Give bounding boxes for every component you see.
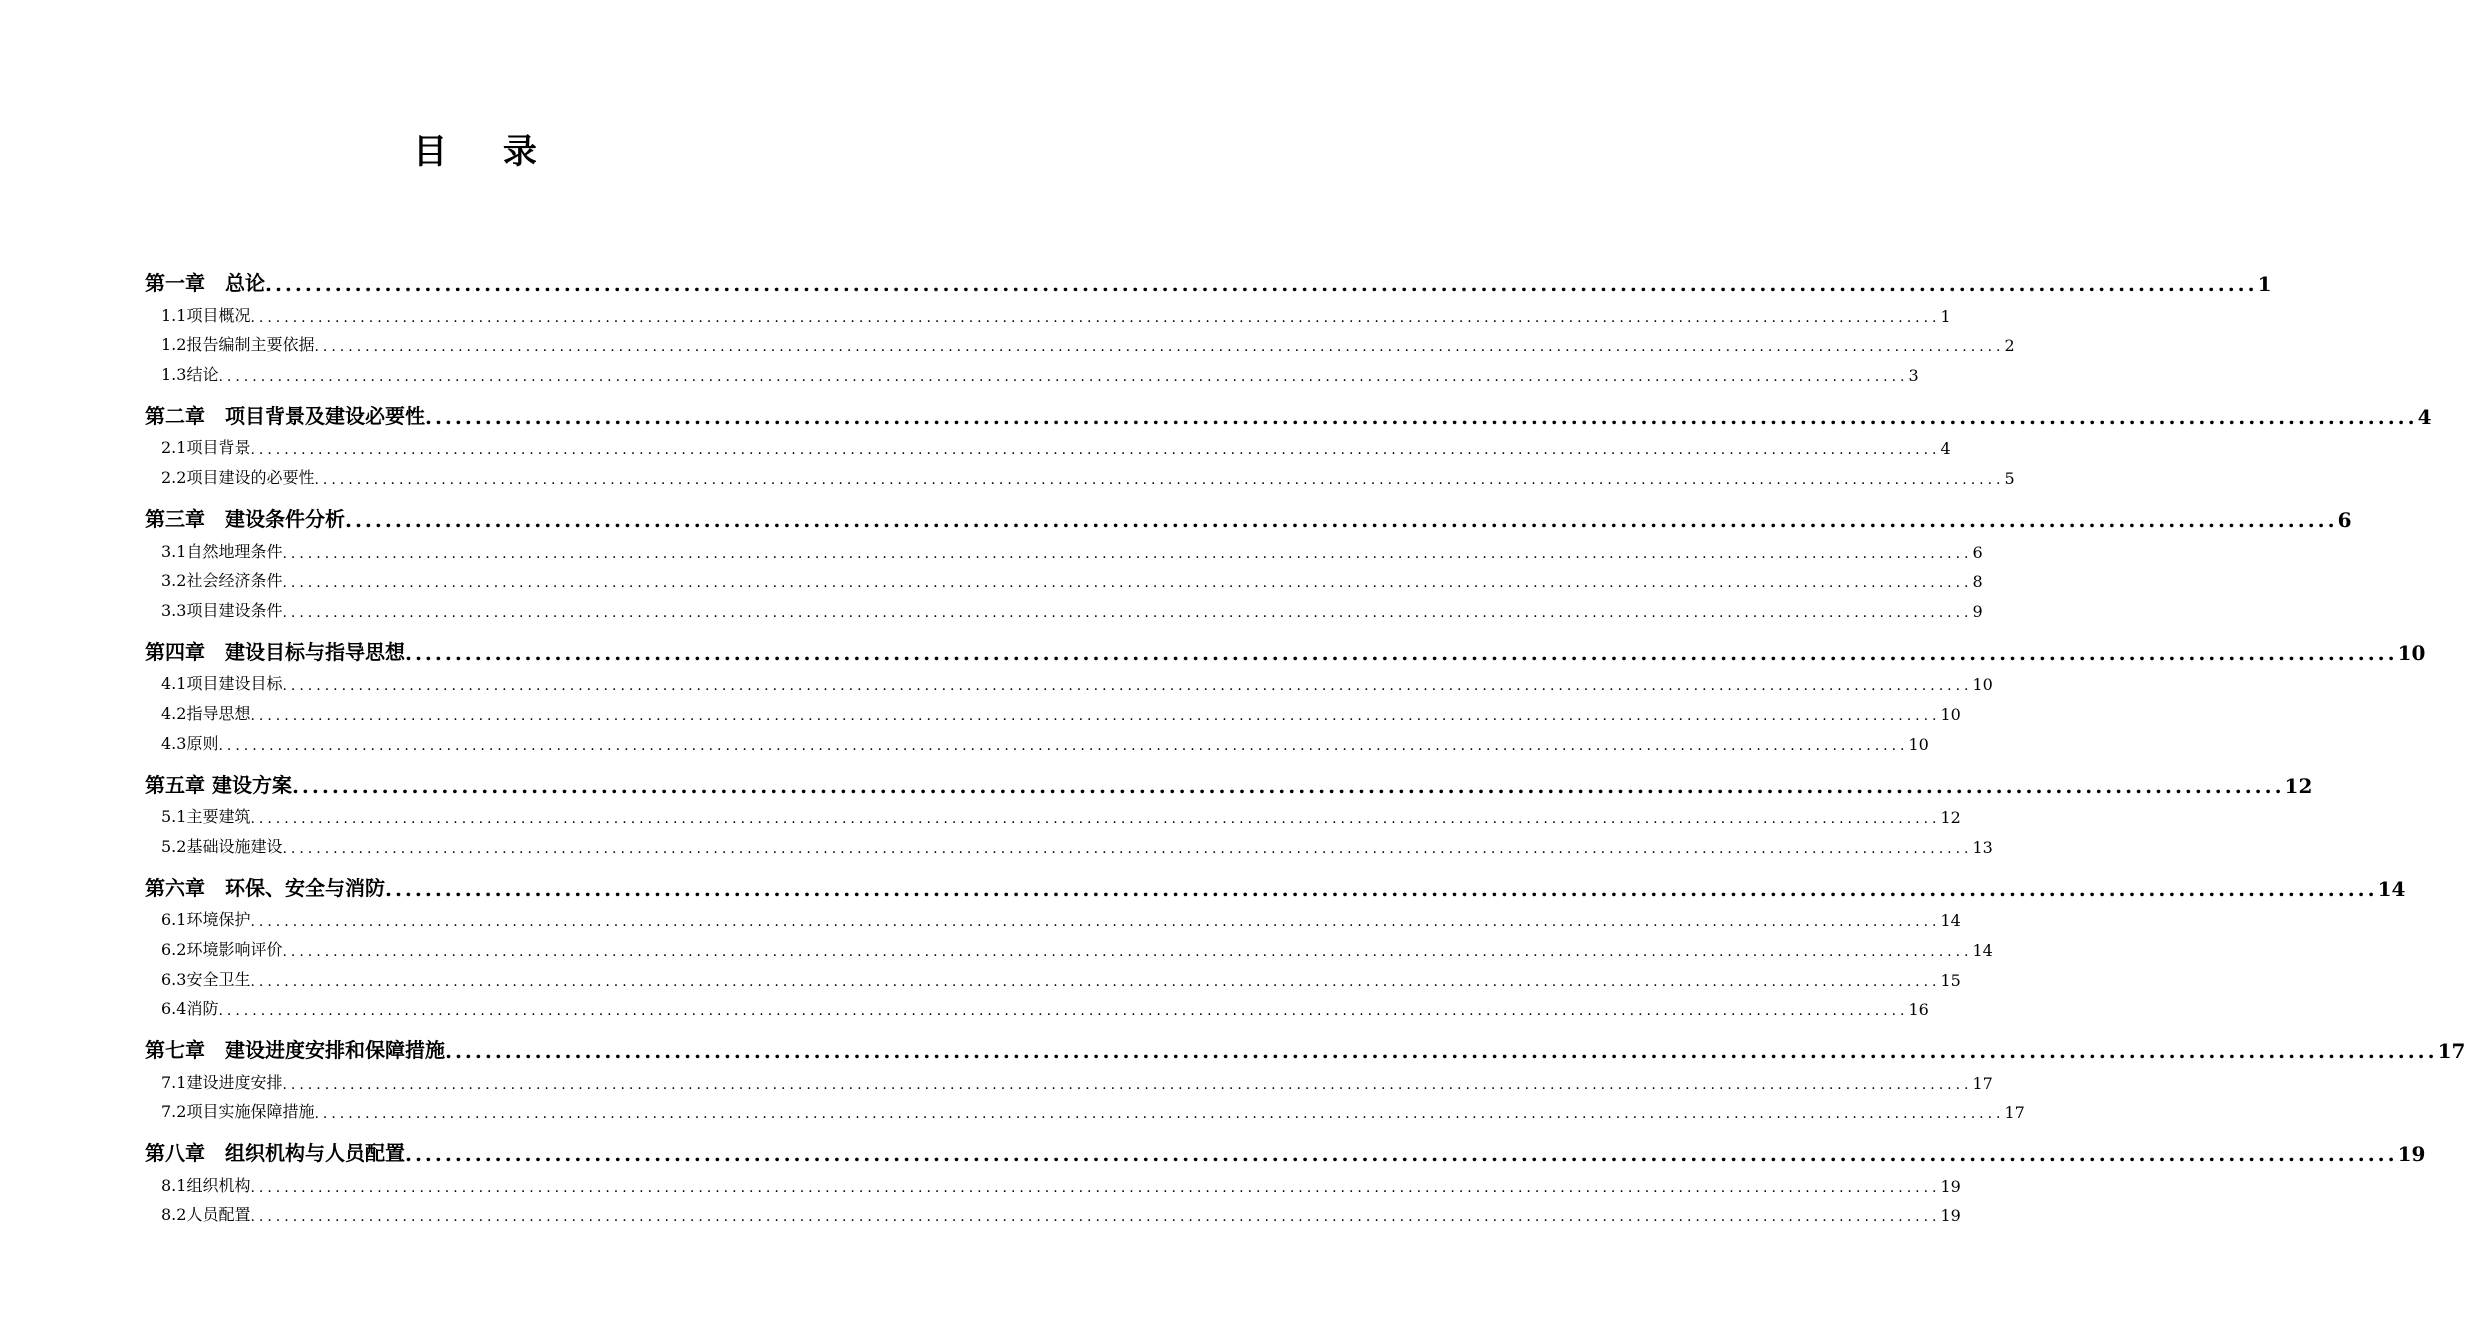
section-label: 3.1自然地理条件 [161,541,283,561]
dot-leader: ........................................................................................................................................................................................................ [282,604,1973,621]
section-label: 6.1环境保护 [161,910,251,930]
chapter-page-number: 1 [2257,272,2272,296]
section-label: 8.2人员配置 [161,1205,251,1225]
section-label: 4.2指导思想 [161,703,251,723]
section-page-number: 9 [1972,601,1983,621]
toc-section-entry[interactable] [145,591,1983,621]
chapter-label: 第一章 总论 [145,271,265,295]
toc-chapter-entry[interactable] [145,861,2406,901]
section-page-number: 6 [1972,542,1983,562]
dot-leader: ........................................................................................................................................................................................................ [218,368,1909,385]
dot-leader: ........................................................................................................................................................................................................ [218,737,1909,754]
section-page-number: 14 [1940,911,1961,931]
dot-leader: ........................................................................................................................................................................................................ [250,914,1941,931]
section-label: 1.3结论 [161,364,219,384]
section-label: 5.1主要建筑 [161,807,251,827]
toc-chapter-entry[interactable] [145,758,2313,798]
toc-section-entry[interactable] [145,1093,2025,1123]
toc-section-entry[interactable] [145,1196,1961,1226]
section-page-number: 2 [2004,336,2015,356]
dot-leader: ........................................................................................................................................................................................................ [425,404,2418,429]
chapter-page-number: 4 [2417,404,2432,429]
section-page-number: 10 [1972,675,1993,695]
section-page-number: 17 [2004,1103,2025,1123]
section-page-number: 10 [1908,734,1929,754]
toc-section-entry[interactable] [145,532,1983,562]
dot-leader: ........................................................................................................................................................................................................ [314,339,2005,356]
dot-leader: ........................................................................................................................................................................................................ [218,1003,1909,1020]
toc-section-entry[interactable] [145,1063,1993,1093]
section-page-number: 13 [1972,837,1993,857]
section-page-number: 19 [1940,1206,1961,1226]
dot-leader: ........................................................................................................................................................................................................ [314,1106,2005,1123]
chapter-page-number: 6 [2337,507,2352,532]
section-page-number: 12 [1940,808,1961,828]
toc-section-entry[interactable] [145,296,1951,326]
section-page-number: 14 [1972,940,1993,960]
chapter-label: 第三章 建设条件分析 [145,506,345,531]
section-label: 4.1项目建设目标 [161,674,283,694]
toc-chapter-entry[interactable] [145,256,2272,296]
chapter-label: 第五章 建设方案 [145,772,292,797]
table-of-contents [145,252,2465,1226]
dot-leader: ........................................................................................................................................................................................................ [250,1209,1941,1226]
dot-leader: ........................................................................................................................................................................................................ [250,707,1941,724]
chapter-page-number: 19 [2397,1142,2426,1167]
dot-leader: ........................................................................................................................................................................................................ [282,678,1973,695]
dot-leader: ........................................................................................................................................................................................................ [250,442,1941,459]
toc-section-entry[interactable] [145,798,1961,828]
section-label: 6.4消防 [161,999,219,1019]
dot-leader: ........................................................................................................................................................................................................ [345,507,2338,532]
section-page-number: 10 [1940,704,1961,724]
section-page-number: 17 [1972,1073,1993,1093]
toc-chapter-entry[interactable] [145,625,2426,665]
toc-section-entry[interactable] [145,355,1919,385]
section-label: 7.1建设进度安排 [161,1072,283,1092]
toc-section-entry[interactable] [145,724,1929,754]
toc-section-entry[interactable] [145,562,1983,592]
section-label: 2.1项目背景 [161,438,251,458]
dot-leader: ........................................................................................................................................................................................................ [405,1142,2398,1167]
dot-leader: ........................................................................................................................................................................................................ [282,575,1973,592]
chapter-label: 第二章 项目背景及建设必要性 [145,403,425,428]
dot-leader: ........................................................................................................................................................................................................ [250,309,1941,326]
section-label: 5.2基础设施建设 [161,836,283,856]
chapter-page-number: 17 [2437,1039,2465,1064]
section-page-number: 8 [1972,572,1983,592]
chapter-page-number: 12 [2284,773,2313,798]
section-page-number: 1 [1940,306,1951,326]
dot-leader: ........................................................................................................................................................................................................ [314,471,2005,488]
toc-section-entry[interactable] [145,990,1929,1020]
dot-leader: ........................................................................................................................................................................................................ [282,1076,1973,1093]
section-label: 3.2社会经济条件 [161,571,283,591]
toc-section-entry[interactable] [145,458,2015,488]
dot-leader: ........................................................................................................................................................................................................ [291,773,2285,798]
chapter-page-number: 14 [2377,876,2406,901]
toc-section-entry[interactable] [145,901,1961,931]
section-label: 8.1组织机构 [161,1175,251,1195]
dot-leader: ........................................................................................................................................................................................................ [250,811,1941,828]
chapter-label: 第六章 环保、安全与消防 [145,875,385,900]
section-label: 6.2环境影响评价 [161,939,283,959]
section-label: 4.3原则 [161,733,219,753]
section-page-number: 5 [2004,468,2015,488]
toc-chapter-entry[interactable] [145,492,2352,532]
toc-section-entry[interactable] [145,930,1993,960]
toc-chapter-entry[interactable] [145,1126,2426,1167]
dot-leader: ........................................................................................................................................................................................................ [445,1039,2438,1064]
toc-section-entry[interactable] [145,429,1951,459]
toc-section-entry[interactable] [145,1166,1961,1196]
section-label: 7.2项目实施保障措施 [161,1102,315,1122]
section-page-number: 19 [1940,1176,1961,1196]
dot-leader: ........................................................................................................................................................................................................ [282,840,1973,857]
dot-leader: ........................................................................................................................................................................................................ [282,545,1973,562]
section-label: 1.2报告编制主要依据 [161,335,315,355]
toc-section-entry[interactable] [145,960,1961,990]
section-page-number: 3 [1908,365,1919,385]
toc-chapter-entry[interactable] [145,1023,2465,1064]
chapter-label: 第八章 组织机构与人员配置 [145,1141,405,1166]
dot-leader: ........................................................................................................................................................................................................ [265,272,2258,296]
toc-section-entry[interactable] [145,827,1993,857]
toc-section-entry[interactable] [145,694,1961,724]
section-label: 3.3项目建设条件 [161,600,283,620]
section-page-number: 15 [1940,970,1961,990]
dot-leader: ........................................................................................................................................................................................................ [282,943,1973,960]
section-page-number: 4 [1940,439,1951,459]
section-label: 2.2项目建设的必要性 [161,467,315,487]
chapter-page-number: 10 [2397,640,2426,665]
chapter-label: 第四章 建设目标与指导思想 [145,639,405,664]
dot-leader: ........................................................................................................................................................................................................ [250,973,1941,990]
toc-title: 目 录 [413,132,559,172]
toc-section-entry[interactable] [145,326,2015,356]
dot-leader: ........................................................................................................................................................................................................ [385,876,2378,901]
toc-section-entry[interactable] [145,665,1993,695]
section-label: 6.3安全卫生 [161,969,251,989]
chapter-label: 第七章 建设进度安排和保障措施 [145,1038,445,1063]
dot-leader: ........................................................................................................................................................................................................ [250,1179,1941,1196]
section-page-number: 16 [1908,1000,1929,1020]
dot-leader: ........................................................................................................................................................................................................ [405,640,2398,665]
toc-chapter-entry[interactable] [145,389,2432,429]
section-label: 1.1项目概况 [161,305,251,325]
